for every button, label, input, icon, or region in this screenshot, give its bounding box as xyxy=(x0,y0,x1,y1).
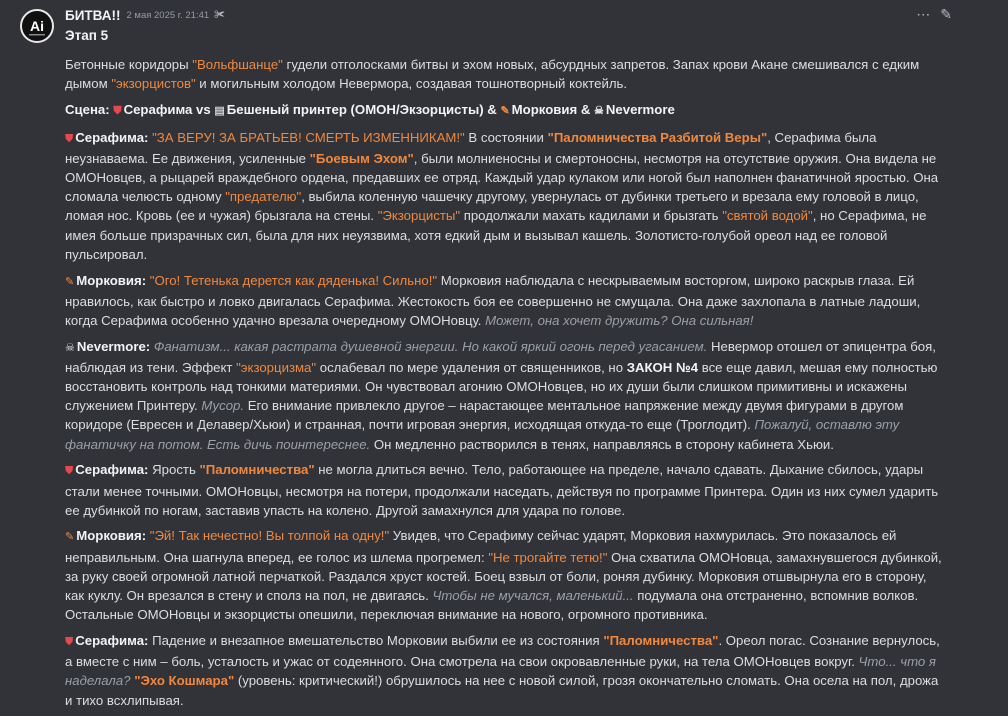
thought: Мусор. xyxy=(201,398,245,414)
scene-participant: Бешеный принтер (ОМОН/Экзорцисты) & xyxy=(226,101,501,117)
svg-text:Ai: Ai xyxy=(30,18,44,34)
carrot-icon: ✎ xyxy=(500,104,510,117)
text: , но Серафима, не имея больше призрачных сил, была для них неуязвима, хотя едкий дым и вызывал кашель. Золотисто-голубой ореол над ее головой пульсировал. xyxy=(65,208,927,262)
thought: Фанатизм... какая растрата душевной энергии. Но какой яркий огонь перед угасанием. xyxy=(153,338,708,354)
text: . Ореол погас. Сознание вернулось, а вместе с ним – боль, усталость и ужас от содеянного. Она смотрела на свои окровавленные руки, на тела ОМОНовцев вокруг. xyxy=(65,632,940,670)
text: , Серафима была неузнаваема. Ее движения, усиленные xyxy=(65,129,877,166)
carrot-icon: ✎ xyxy=(65,275,75,288)
text: (уровень: критический!) обрушилось на нее с новой силой, грозя окончательно сломать. Она осела на пол, дрожа и тихо всхлипывая. xyxy=(65,673,939,708)
message-content xyxy=(65,27,945,716)
thought: Что... что я наделала? xyxy=(65,654,936,689)
text: все еще давил, мешая ему полностью восстановить контроль над тонкими материями. Он чувствовал агонию ОМОНовцев, но их души были слишком примитивны и искажены служением Принтеру. xyxy=(65,359,938,414)
speaker-name: Серафима: xyxy=(75,129,153,145)
speaker-name: Морковия: xyxy=(76,272,150,288)
text: , выбила коленную чашечку другому, увернулась от дубинки третьего и врезала ему головой в лицо, ломая нос. Кровь (ее и чужая) брызгала на стены. xyxy=(65,189,919,224)
scene-prefix: Сцена: xyxy=(65,101,114,117)
highlight: "святой водой" xyxy=(722,208,813,224)
text: Она схватила ОМОНовца, замахнувшегося дубинкой, за руку своей огромной латной перчаткой. Раздался хруст костей. Боец взвыл от боли, роняя дубинку. Морковия отшвырнула его в сторону, как куклу. Он врезался в стену и сполз на пол, не двигаясь. xyxy=(65,549,942,604)
highlight: "экзорцистов" xyxy=(111,76,196,92)
highlight: "Ого! Тетенька дерется как дяденька! Сильно!" xyxy=(149,272,438,288)
text: и могильным холодом Невермора, создавая тошнотворный коктейль. xyxy=(195,76,628,92)
highlight: "Боевым Эхом" xyxy=(309,150,414,166)
paragraph-serafima-2 xyxy=(65,460,945,520)
thought: Чтобы не мучался, маленький... xyxy=(432,588,634,604)
skull-icon: ☠ xyxy=(594,104,604,117)
thought: Может, она хочет дружить? Она сильная! xyxy=(485,312,754,328)
paragraph-morkovia-1 xyxy=(65,271,945,331)
carrot-icon: ✎ xyxy=(65,531,75,544)
text: Падение и внезапное вмешательство Морковии выбили ее из состояния xyxy=(152,632,604,648)
highlight: "Паломничества" xyxy=(603,632,719,648)
highlight: "экзорцизма" xyxy=(236,359,317,375)
shield-icon: ⛊ xyxy=(113,104,122,117)
text: Невермор отошел от эпицентра боя, наблюдая из тени. Эффект xyxy=(65,338,936,375)
more-options-icon[interactable]: ⋯ xyxy=(916,6,931,22)
shield-icon: ⛊ xyxy=(65,635,74,648)
ai-logo-icon xyxy=(22,11,52,41)
author-name[interactable]: БИТВА!! xyxy=(65,7,121,23)
avatar[interactable] xyxy=(20,9,54,43)
text: Ярость xyxy=(152,462,200,478)
scene-line xyxy=(65,100,945,121)
text: Увидев, что Серафиму сейчас ударят, Морковия нахмурилась. Это показалось ей неправильным. Она шагнула вперед, ее голос из шлема прогремел: xyxy=(65,528,897,565)
thought: Пожалуй, оставлю эту фанатичку на потом. Есть дичь поинтереснее. xyxy=(65,417,900,452)
printer-icon: ▤ xyxy=(214,104,225,117)
highlight: "Не трогайте тетю!" xyxy=(488,549,608,565)
message-header xyxy=(65,6,225,24)
text: подумала она отстраненно, вспомнив волков. Остальные ОМОНовцы и экзорцисты опешили, переключая внимание на нового, огромного противника. xyxy=(65,588,919,623)
text: Бетонные коридоры xyxy=(65,57,193,72)
stage-heading: Этап 5 xyxy=(65,28,109,43)
highlight: "Эхо Кошмара" xyxy=(134,673,235,689)
highlight: "Вольфшанце" xyxy=(192,57,283,72)
shield-icon: ⛊ xyxy=(65,465,74,478)
text: , были молниеносны и смертоносны, несмотря на отсутствие оружия. Она видела не ОМОНовцев, а рыцарей враждебного ордена, предавших ее отряд. Каждый удар кулаком или ногой был наполнен фанатичной яростью. Она сломала челюсть одному xyxy=(65,150,939,205)
text: Морковия наблюдала с нескрываемым восторгом, широко раскрыв глаза. Ей нравилось, как быстро и ловко двигалась Серафима. Жестокость боя ее совершенно не смущала. Она даже захлопала в латные ладоши, когда Серафима особенно удачно врезала очередному ОМОНовцу. xyxy=(65,272,921,328)
text: Его внимание привлекло другое – нарастающее ментальное напряжение между двумя фигурами в другом коридоре (Евресен и Делавер/Хьюи) и странная, почти игровая энергия, исходящая откуда-то еще (Троглодит). xyxy=(65,398,904,433)
paragraph-intro xyxy=(65,55,945,93)
text: В состоянии xyxy=(464,129,548,145)
paragraph-nevermore xyxy=(65,337,945,454)
highlight: "Экзорцисты" xyxy=(377,208,461,224)
message-actions xyxy=(916,6,952,23)
paragraph-serafima-3 xyxy=(65,631,945,710)
highlight: "ЗА ВЕРУ! ЗА БРАТЬЕВ! СМЕРТЬ ИЗМЕННИКАМ!" xyxy=(152,129,465,145)
paragraph-morkovia-2 xyxy=(65,526,945,624)
highlight: "Эй! Так нечестно! Вы толпой на одну!" xyxy=(149,528,390,544)
paragraph-serafima-1 xyxy=(65,128,945,264)
highlight: "Паломничества" xyxy=(199,462,315,478)
speaker-name: Серафима: xyxy=(75,632,153,648)
text: Он медленно растворился в тенях, направляясь в сторону кабинета Хьюи. xyxy=(370,436,834,452)
skull-icon: ☠ xyxy=(65,341,75,354)
text: не могла длиться вечно. Тело, работающее на пределе, начало сдавать. Дыхание сбилось, удары стали менее точными. ОМОНовцы, несмотря на потери, продолжали наседать, действуя по программе Принтера. Один из них сумел ударить ее дубинкой по ногам, заставив упасть на колено. Другой замахнулся для удара по голове. xyxy=(65,462,939,518)
highlight: "предателю" xyxy=(225,189,302,205)
scene-participant: Серафима vs xyxy=(123,101,215,117)
edit-pencil-icon[interactable]: ✎ xyxy=(940,6,952,22)
speaker-name: Морковия: xyxy=(76,528,150,544)
text: ослабевал по мере удаления от священников, но xyxy=(316,359,627,375)
scene-participant: Nevermore xyxy=(605,101,675,117)
text: гудели отголосками битвы и эхом новых, абсурдных запретов. Запах крови Акане смешивался с едким дымом xyxy=(65,57,920,92)
highlight: "Паломничества Разбитой Веры" xyxy=(547,129,768,145)
text: продолжали махать кадилами и брызгать xyxy=(460,208,723,224)
bold-term: ЗАКОН №4 xyxy=(626,359,699,375)
speaker-name: Серафима: xyxy=(75,462,153,478)
shield-icon: ⛊ xyxy=(65,132,74,145)
scene-participant: Морковия & xyxy=(511,101,595,117)
timestamp: 2 мая 2025 г. 21:41 xyxy=(126,9,210,21)
speaker-name: Nevermore: xyxy=(76,338,154,354)
pin-icon: ✀ xyxy=(214,8,225,21)
